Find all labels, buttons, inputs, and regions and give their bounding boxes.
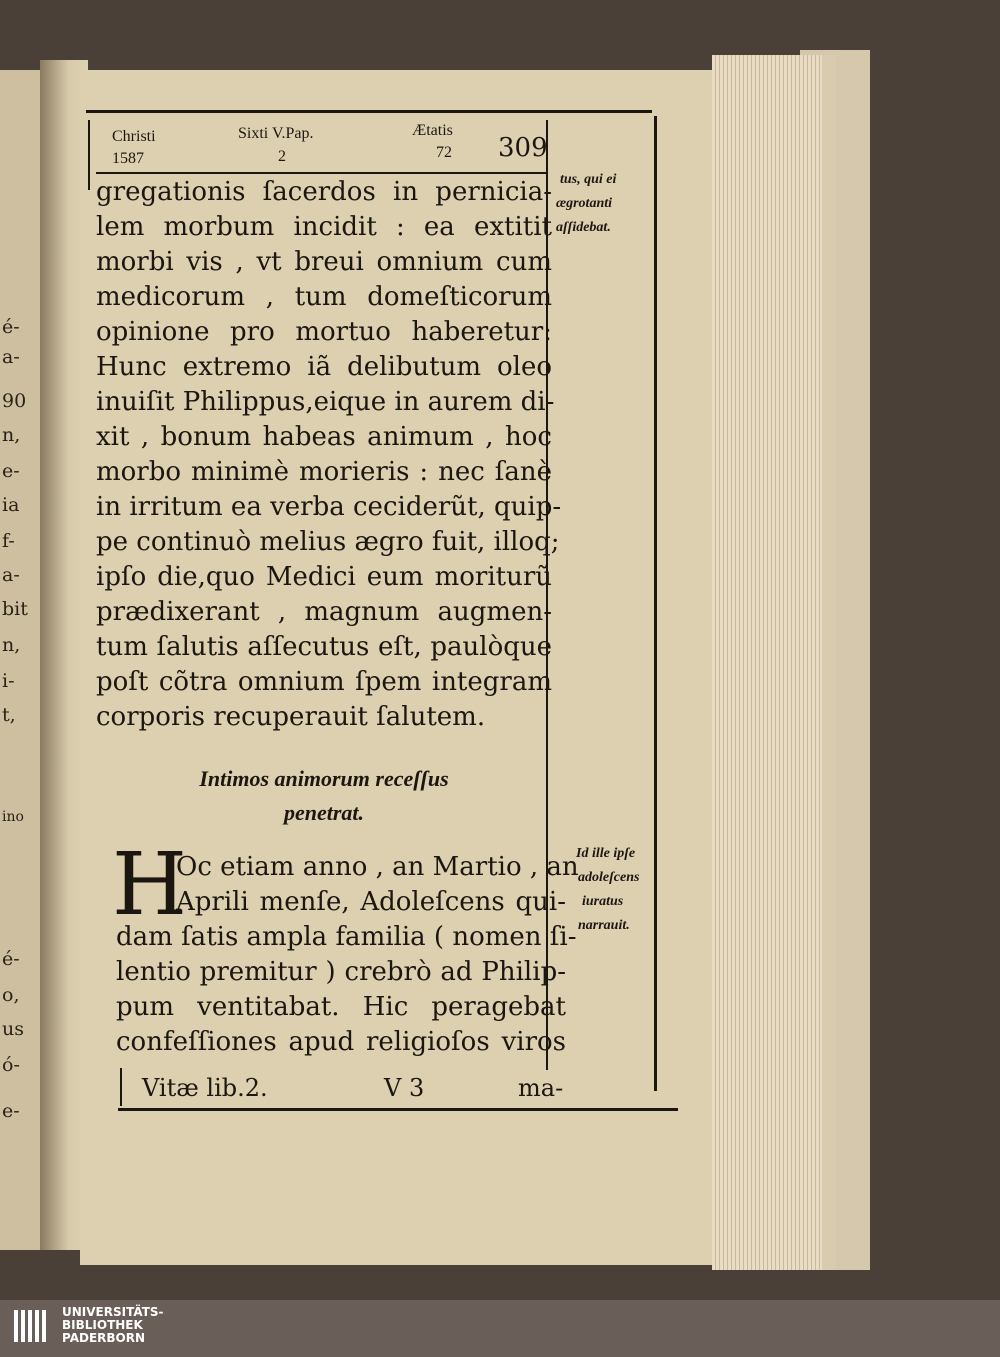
frame-outer-right-rule	[654, 116, 657, 1091]
section-heading-line1: Intimos animorum receſſus	[199, 766, 449, 791]
header-pope-value: 2	[278, 148, 286, 165]
left-fragment: e-	[2, 460, 20, 482]
catchword: ma-	[518, 1074, 564, 1102]
library-logo-line: PADERBORN	[62, 1331, 146, 1345]
body-line: medicorum , tum domeſticorum	[96, 282, 552, 312]
frame-left-rule	[88, 120, 90, 190]
body-line: prædixerant , magnum augmen-	[96, 597, 552, 627]
left-fragment: f-	[2, 530, 15, 552]
left-fragment: n,	[2, 424, 21, 446]
left-fragment: ó-	[2, 1054, 20, 1076]
body-line: Aprili menſe, Adoleſcens qui-	[176, 887, 566, 917]
body-line: poſt cõtra omnium ſpem integram	[96, 667, 552, 697]
body-line: confeſſiones apud religioſos viros	[116, 1027, 566, 1057]
margin-note-line: Id ille ipſe	[576, 846, 636, 861]
left-fragment: a-	[2, 346, 20, 368]
library-logo-line: BIBLIOTHEK	[62, 1318, 143, 1332]
body-line: gregationis ſacerdos in pernicia-	[96, 177, 552, 207]
left-fragment: us	[2, 1018, 24, 1040]
body-line: Oc etiam anno , an Martio , an	[176, 852, 579, 882]
left-fragment: é-	[2, 316, 20, 338]
drop-cap: H	[112, 835, 187, 935]
page-number: 309	[498, 133, 548, 163]
body-line: lentio premitur ) crebrò ad Philip-	[116, 957, 566, 987]
body-line: ipſo die,quo Medici eum moriturũ	[96, 562, 552, 592]
running-footer-title: Vitæ lib.2.	[142, 1074, 268, 1102]
body-line: lem morbum incidit : ea extitit	[96, 212, 552, 242]
header-christi-label: Christi	[112, 128, 156, 145]
header-rule	[96, 172, 548, 174]
body-line: dam ſatis ampla familia ( nomen ſi-	[116, 922, 577, 952]
margin-note-line: narrauit.	[578, 918, 630, 933]
left-fragment: é-	[2, 948, 20, 970]
top-rule	[86, 110, 652, 113]
left-fragment: i-	[2, 670, 15, 692]
body-line: inuiſit Philippus,eique in aurem di-	[96, 387, 555, 417]
library-logo-icon	[14, 1306, 54, 1346]
footer-left-rule	[120, 1068, 122, 1106]
left-fragment: a-	[2, 564, 20, 586]
header-christi-value: 1587	[112, 150, 144, 167]
library-logo-text	[62, 1306, 164, 1345]
left-fragment: ia	[2, 494, 20, 516]
body-line: pum ventitabat. Hic peragebat	[116, 992, 566, 1022]
body-line: in irritum ea verba ceciderũt, quip-	[96, 492, 562, 522]
left-fragment: 90	[2, 390, 27, 412]
left-fragment: t,	[2, 704, 16, 726]
signature-mark: V 3	[384, 1074, 425, 1102]
margin-note-line: adoleſcens	[578, 870, 640, 885]
margin-note-line: aſſidebat.	[556, 220, 611, 235]
left-fragment: e-	[2, 1100, 20, 1122]
left-fragment: bit	[2, 598, 28, 620]
body-line: morbo minimè morieris : nec ſanè	[96, 457, 552, 487]
margin-note-line: ægrotanti	[556, 196, 613, 211]
section-heading-line2: penetrat.	[283, 800, 365, 825]
left-fragment: n,	[2, 634, 21, 656]
header-pope-label: Sixti V.Pap.	[238, 125, 314, 142]
body-line: corporis recuperauit ſalutem.	[96, 702, 486, 732]
library-logo-line: UNIVERSITÄTS-	[62, 1305, 164, 1319]
header-age-value: 72	[436, 144, 452, 161]
left-page-edge	[0, 70, 45, 1250]
header-age-label: Ætatis	[412, 122, 453, 139]
left-fragment: ino	[2, 809, 24, 825]
margin-note-line: tus, qui ei	[560, 172, 617, 187]
body-line: xit , bonum habeas animum , hoc	[96, 422, 552, 452]
body-line: morbi vis , vt breui omnium cum	[96, 247, 552, 277]
body-line: tum ſalutis aſſecutus eſt, paulòque	[96, 632, 552, 662]
body-line: Hunc extremo iã delibutum oleo	[96, 352, 552, 382]
margin-note-line: iuratus	[582, 894, 624, 909]
body-line: opinione pro mortuo haberetur:	[96, 317, 552, 347]
page-edges	[712, 55, 836, 1270]
body-line: pe continuò melius ægro fuit, illoq;	[96, 527, 560, 557]
bottom-rule	[118, 1108, 678, 1111]
left-fragment: o,	[2, 984, 20, 1006]
